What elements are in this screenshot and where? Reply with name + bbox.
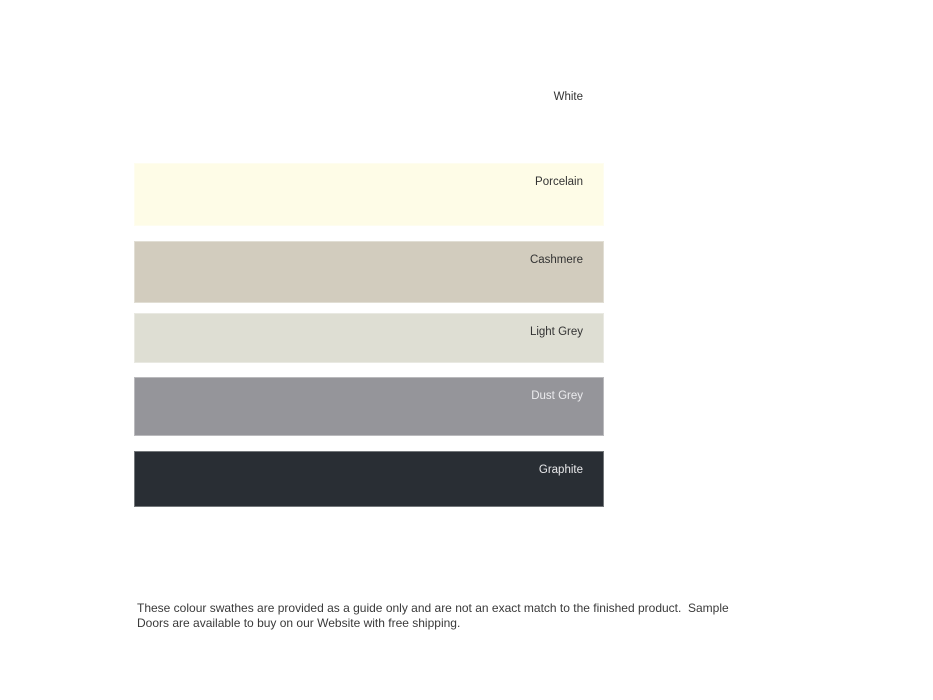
- swatch-dust-grey-label: Dust Grey: [531, 390, 583, 402]
- swatch-graphite: [134, 451, 604, 507]
- swatch-porcelain-label: Porcelain: [535, 176, 583, 188]
- swatch-porcelain: [134, 163, 604, 226]
- swatch-white: [134, 78, 604, 141]
- swatch-light-grey-label: Light Grey: [529, 326, 583, 338]
- swatch-cashmere-label: Cashmere: [529, 254, 583, 266]
- swatch-white-label: White: [553, 91, 583, 103]
- disclaimer-line-2: Doors are available to buy on our Website with free shipping.: [137, 615, 461, 630]
- disclaimer-line-1: These colour swathes are provided as a guide only and are not an exact match to the finished product. Sample: [137, 601, 729, 615]
- swatch-light-grey: [134, 313, 604, 363]
- swatch-graphite-label: Graphite: [538, 464, 583, 476]
- swatch-dust-grey: [134, 377, 604, 436]
- disclaimer-text: [137, 601, 729, 630]
- swatch-cashmere: [134, 241, 604, 303]
